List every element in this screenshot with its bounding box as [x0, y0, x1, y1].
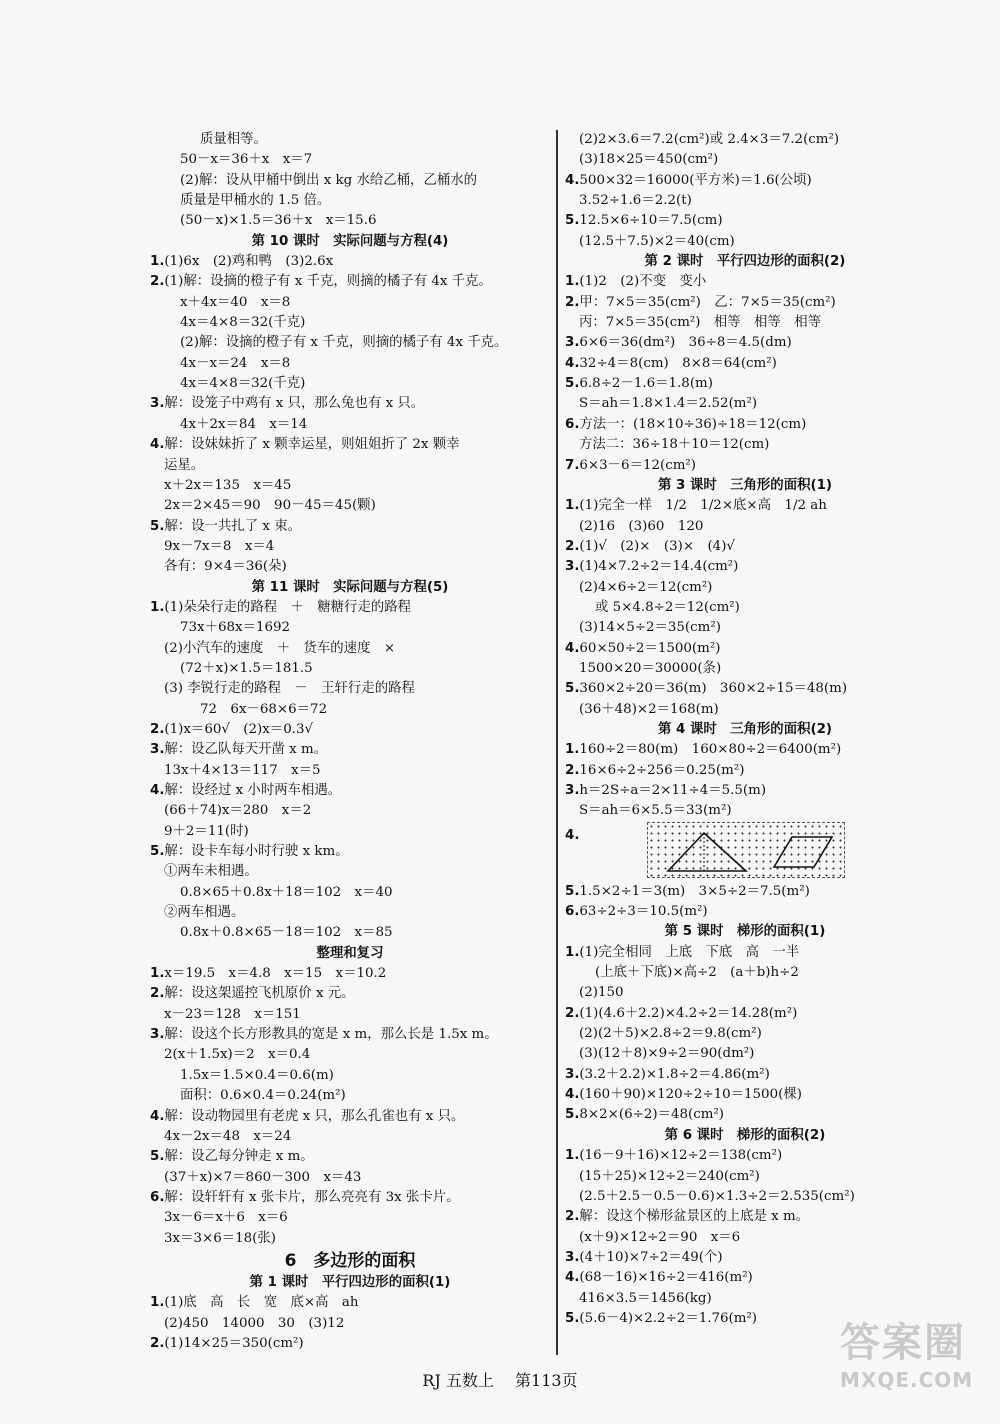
lesson-heading: 第 6 课时 梯形的面积(2) [664, 1127, 826, 1143]
answer-text: (68－16)×16÷2＝416(m²) [579, 1270, 753, 1286]
answer-text: 解：设乙队每天开凿 x m。 [164, 742, 328, 758]
answer-item [565, 333, 925, 353]
answer-text: 1.5×2÷1＝3(m) 3×5÷2＝7.5(m²) [579, 883, 810, 899]
answer-text: 3x＝3×6＝18(张) [164, 1230, 276, 1246]
answer-line [150, 333, 550, 353]
answer-item [150, 1334, 550, 1354]
answer-text: (2)16 (3)60 120 [579, 518, 704, 534]
answer-text: 解：设一共扎了 x 束。 [164, 518, 301, 534]
answer-text: (1)(4.6＋2.2)×4.2÷2＝14.28(m²) [579, 1005, 798, 1021]
answer-text: 1500×20＝30000(条) [579, 660, 722, 676]
answer-text: 0.8x＋0.8×65－18＝102 x＝85 [180, 925, 393, 941]
answer-text: (3.2＋2.2)×1.8÷2＝4.86(m²) [579, 1066, 770, 1082]
answer-text: 甲：7×5＝35(cm²) 乙：7×5＝35(cm²) [579, 294, 836, 310]
item-number: 5. [150, 1149, 165, 1165]
answer-line [565, 700, 925, 720]
item-number: 6. [565, 904, 580, 920]
item-number: 4. [565, 1087, 580, 1103]
item-number: 4. [565, 355, 580, 371]
answer-line [150, 862, 550, 882]
answer-line [150, 1168, 550, 1188]
unit-title: 6 多边形的面积 [284, 1250, 416, 1271]
answer-text: (16－9＋16)×12÷2＝138(cm²) [579, 1148, 783, 1164]
answer-text: (12.5＋7.5)×2＝40(cm) [579, 233, 735, 249]
answer-text: 或 5×4.8÷2＝12(cm²) [595, 599, 740, 615]
lesson-heading: 第 10 课时 实际问题与方程(4) [251, 233, 449, 249]
answer-item [150, 1188, 550, 1208]
answer-item [565, 415, 925, 435]
answer-text: 4x＝4×8＝32(千克) [180, 376, 306, 392]
answer-text: (37＋x)×7＝860－300 x＝43 [164, 1169, 362, 1185]
answer-text: 60×50÷2＝1500(m²) [579, 640, 721, 656]
answer-text: 0.8×65＋0.8x＋18＝102 x＝40 [180, 884, 393, 900]
answer-text: (72＋x)×1.5＝181.5 [180, 660, 313, 676]
answer-item [565, 293, 925, 313]
answer-item [150, 435, 550, 455]
lesson-heading: 第 1 课时 平行四边形的面积(1) [249, 1274, 451, 1290]
answer-text: 416×3.5＝1456(kg) [579, 1290, 712, 1306]
answer-item [150, 720, 550, 740]
answer-item [565, 740, 925, 760]
answer-item [150, 1293, 550, 1313]
dotted-grid-figure [647, 822, 845, 878]
answer-text: 质量相等。 [200, 132, 267, 147]
answer-item [565, 557, 925, 577]
answer-line [150, 659, 550, 679]
answer-text: 1.5x＝1.5×0.4＝0.6(m) [180, 1067, 334, 1083]
item-number: 1. [565, 498, 580, 514]
answer-item [150, 394, 550, 414]
answer-line [150, 211, 550, 231]
answer-text: (160＋90)×120÷2÷10＝1500(棵) [579, 1087, 802, 1103]
answer-text: 解：设这架遥控飞机原价 x 元。 [164, 986, 355, 1002]
answer-line [150, 923, 550, 943]
answer-line [565, 578, 925, 598]
answer-item [565, 496, 925, 516]
answer-text: 8×2×(6÷2)＝48(cm²) [579, 1107, 725, 1123]
item-number: 6. [150, 1189, 165, 1205]
answer-line [565, 801, 925, 821]
column-divider [556, 130, 558, 1355]
answer-text: 面积：0.6×0.4＝0.24(m²) [180, 1088, 346, 1104]
answer-line [565, 130, 925, 150]
item-number: 3. [150, 1027, 165, 1043]
item-number: 2. [565, 1005, 580, 1021]
item-number: 2. [565, 1209, 580, 1225]
answer-text: (1)解：设摘的橙子有 x 千克，则摘的橘子有 4x 千克。 [164, 274, 492, 290]
answer-line [150, 1066, 550, 1086]
answer-text: 运星。 [164, 457, 205, 473]
answer-text: 72 6x－68×6＝72 [200, 701, 328, 717]
answer-line [565, 1187, 925, 1207]
answer-line [565, 394, 925, 414]
answer-line [150, 191, 550, 211]
answer-line [565, 517, 925, 537]
item-number: 5. [565, 1310, 580, 1326]
lesson-heading: 整理和复习 [316, 945, 384, 961]
answer-text: h＝2S÷a＝2×11÷4＝5.5(m) [579, 783, 767, 798]
answer-text: ②两车相遇。 [164, 905, 245, 921]
answer-line [150, 1208, 550, 1228]
item-number: 5. [565, 681, 580, 697]
answer-item [565, 211, 925, 231]
answer-line [565, 1228, 925, 1248]
item-number: 4. [565, 827, 580, 843]
answer-text: 9x－7x＝8 x＝4 [164, 538, 275, 554]
answer-line [150, 313, 550, 333]
answer-text: 解：设笼子中鸡有 x 只，那么兔也有 x 只。 [164, 396, 425, 412]
answer-text: (3)(12＋8)×9÷2＝90(dm²) [579, 1046, 755, 1062]
item-number: 4. [150, 437, 165, 453]
answer-text: 解：设经过 x 小时两车相遇。 [164, 783, 342, 798]
answer-line [565, 435, 925, 455]
lesson-heading: 第 3 课时 三角形的面积(1) [657, 477, 833, 493]
answer-item [150, 984, 550, 1004]
answer-item [150, 740, 550, 760]
answer-text: (3) 李锐行走的路程 － 王轩行走的路程 [164, 681, 415, 697]
answer-text: (2)解：设摘的橙子有 x 千克，则摘的橘子有 4x 千克。 [180, 335, 508, 351]
answer-item [565, 537, 925, 557]
item-number: 7. [565, 457, 580, 473]
answer-text: 方法二：36÷18＋10＝12(cm) [579, 437, 770, 453]
answer-text: (1)6x (2)鸡和鸭 (3)2.6x [164, 254, 334, 270]
answer-item [565, 1105, 925, 1125]
answer-text: (66＋74)x＝280 x＝2 [164, 803, 312, 819]
right-column [565, 130, 925, 1329]
answer-line [565, 1024, 925, 1044]
figure-row [565, 822, 925, 882]
answer-text: (2)(2＋5)×2.8÷2＝9.8(cm²) [579, 1026, 762, 1042]
answer-item [565, 943, 925, 963]
item-number: 5. [150, 518, 165, 534]
item-number: 3. [150, 396, 165, 412]
answer-item [150, 598, 550, 618]
item-number: 3. [565, 1249, 580, 1265]
answer-item [150, 781, 550, 801]
answer-text: (1)14×25＝350(cm²) [164, 1335, 304, 1351]
item-number: 5. [565, 213, 580, 229]
item-number: 3. [565, 1066, 580, 1082]
answer-item [150, 1107, 550, 1127]
answer-text: 丙：7×5＝35(cm²) 相等 相等 相等 [579, 315, 821, 331]
answer-text: x－23＝128 x＝151 [164, 1006, 301, 1022]
answer-item [565, 272, 925, 292]
item-number: 3. [565, 559, 580, 575]
answer-item [150, 517, 550, 537]
answer-item [565, 1085, 925, 1105]
lesson-heading: 第 2 课时 平行四边形的面积(2) [644, 254, 846, 270]
answer-text: (2)解：设从甲桶中倒出 x kg 水给乙桶，乙桶水的 [180, 172, 478, 188]
item-number: 5. [565, 376, 580, 392]
answer-text: (1)完全一样 1/2 1/2×底×高 1/2 ah [579, 498, 827, 514]
item-number: 1. [565, 742, 580, 758]
watermark [840, 1311, 974, 1406]
answer-text: 160÷2＝80(m) 160×80÷2＝6400(m²) [579, 742, 842, 758]
answer-line [565, 1289, 925, 1309]
answer-item [565, 781, 925, 801]
answer-line [565, 983, 925, 1003]
answer-text: (2.5＋2.5－0.5－0.6)×1.3÷2＝2.535(cm²) [579, 1188, 855, 1204]
answer-text: 6.8÷2－1.6＝1.8(m) [579, 376, 713, 392]
answer-item [565, 1207, 925, 1227]
item-number: 1. [150, 966, 165, 982]
answer-item [565, 1248, 925, 1268]
answer-line [565, 313, 925, 333]
item-number: 2. [150, 1335, 165, 1351]
answer-line [150, 130, 550, 150]
item-number: 3. [565, 783, 580, 798]
answer-line [150, 1086, 550, 1106]
lesson-heading: 第 4 课时 三角形的面积(2) [657, 721, 833, 737]
item-number: 1. [150, 254, 165, 270]
item-number: 5. [565, 883, 580, 899]
answer-text: 6×6＝36(dm²) 36÷8＝4.5(dm) [579, 335, 792, 351]
answer-item [565, 679, 925, 699]
watermark-line1: 答案圈 [840, 1320, 966, 1366]
answer-text: 3x－6＝x＋6 x＝6 [164, 1210, 288, 1226]
answer-text: (上底＋下底)×高÷2 (a＋b)h÷2 [595, 965, 799, 981]
answer-line [150, 496, 550, 516]
item-number: 1. [565, 274, 580, 290]
item-number: 2. [565, 538, 580, 554]
answer-line [150, 822, 550, 842]
answer-text: x＋2x＝135 x＝45 [164, 477, 292, 493]
answer-item [565, 1065, 925, 1085]
answer-text: (x＋9)×12÷2＝90 x＝6 [579, 1229, 741, 1245]
answer-text: 16×6÷2÷256＝0.25(m²) [579, 762, 745, 778]
answer-text: 6×3－6＝12(cm²) [579, 457, 697, 473]
answer-line [150, 476, 550, 496]
answer-line [150, 700, 550, 720]
answer-text: (2)150 [579, 985, 624, 1001]
answer-text: (2)2×3.6＝7.2(cm²)或 2.4×3＝7.2(cm²) [579, 132, 840, 147]
answer-line [150, 293, 550, 313]
answer-text: 73x＋68x＝1692 [180, 620, 291, 636]
answer-text: (3)18×25＝450(cm²) [579, 152, 719, 168]
answer-text: 500×32＝16000(平方米)＝1.6(公顷) [579, 172, 812, 188]
answer-item [565, 374, 925, 394]
answer-text: ①两车未相遇。 [164, 864, 258, 880]
left-column [150, 130, 550, 1354]
answer-line [565, 1044, 925, 1064]
answer-text: (3)14×5÷2＝35(cm²) [579, 620, 721, 636]
answer-item [150, 842, 550, 862]
answer-item [150, 1025, 550, 1045]
answer-text: (1)√ (2)× (3)× (4)√ [579, 538, 735, 554]
answer-text: (2)450 14000 30 (3)12 [164, 1315, 345, 1331]
answer-text: 4x＋2x＝84 x＝14 [180, 416, 308, 432]
answer-text: 解：设轩轩有 x 张卡片，那么亮亮有 3x 张卡片。 [164, 1189, 460, 1205]
answer-line [150, 171, 550, 191]
answer-text: 解：设这个长方形教具的宽是 x m，那么长是 1.5x m。 [164, 1027, 498, 1043]
item-number: 1. [150, 599, 165, 615]
answer-line [565, 1167, 925, 1187]
answer-text: (36＋48)×2＝168(m) [579, 701, 719, 717]
answer-line [150, 1127, 550, 1147]
answer-text: (1)完全相同 上底 下底 高 一半 [579, 944, 800, 960]
answer-line [150, 150, 550, 170]
answer-text: 2(x＋1.5x)＝2 x＝0.4 [164, 1047, 311, 1063]
answer-item [565, 456, 925, 476]
answer-item [150, 1147, 550, 1167]
triangle-shape [668, 833, 746, 871]
item-number: 1. [150, 1295, 165, 1311]
answer-text: S＝ah＝1.8×1.4＝2.52(m²) [579, 396, 758, 412]
answer-line [150, 1005, 550, 1025]
item-number: 2. [150, 274, 165, 290]
answer-line [150, 883, 550, 903]
answer-text: 360×2÷20＝36(m) 360×2÷15＝48(m) [579, 681, 848, 697]
answer-line [150, 354, 550, 374]
item-number: 4. [565, 1270, 580, 1286]
answer-text: 各有：9×4＝36(朵) [164, 559, 287, 575]
answer-text: (2)4×6÷2＝12(cm²) [579, 579, 713, 595]
answer-line [150, 679, 550, 699]
answer-text: 解：设动物园里有老虎 x 只，那么孔雀也有 x 只。 [164, 1108, 465, 1124]
watermark-line2: MXQE.COM [840, 1368, 974, 1392]
item-number: 4. [565, 172, 580, 188]
answer-text: 方法一：(18×10÷36)÷18＝12(cm) [579, 416, 807, 432]
parallelogram-shape [774, 837, 832, 867]
answer-text: 解：设卡车每小时行驶 x km。 [164, 844, 349, 860]
item-number: 2. [565, 294, 580, 310]
answer-text: 3.52÷1.6＝2.2(t) [579, 193, 692, 209]
answer-line [565, 598, 925, 618]
answer-text: (50－x)×1.5＝36＋x x＝15.6 [180, 213, 377, 229]
answer-line [150, 801, 550, 821]
answer-item [565, 882, 925, 902]
answer-line [150, 1314, 550, 1334]
answer-text: (1)4×7.2÷2＝14.4(cm²) [579, 559, 739, 575]
answer-text: x＝19.5 x＝4.8 x＝15 x＝10.2 [164, 966, 387, 982]
item-number: 4. [150, 783, 165, 798]
answer-text: (2)小汽车的速度 ＋ 货车的速度 × [164, 640, 396, 656]
answer-text: (5.6－4)×2.2÷2＝1.76(m²) [579, 1310, 758, 1326]
answer-text: 50－x＝36＋x x＝7 [180, 152, 313, 168]
answer-item [565, 1268, 925, 1288]
answer-item [565, 171, 925, 191]
item-number: 2. [150, 721, 165, 737]
answer-text: (4＋10)×7÷2＝49(个) [579, 1249, 723, 1265]
answer-text: 4x－2x＝48 x＝24 [164, 1128, 292, 1144]
item-number: 2. [565, 762, 580, 778]
answer-line [565, 150, 925, 170]
answer-item [150, 964, 550, 984]
answer-line [150, 415, 550, 435]
answer-line [565, 963, 925, 983]
answer-text: 4x－x＝24 x＝8 [180, 355, 291, 371]
answer-item [150, 272, 550, 292]
answer-text: (1)底 高 长 宽 底×高 ah [164, 1295, 359, 1311]
answer-text: 12.5×6÷10＝7.5(cm) [579, 213, 723, 229]
answer-text: (1)朵朵行走的路程 ＋ 糖糖行走的路程 [164, 599, 412, 615]
answer-text: (1)x＝60√ (2)x＝0.3√ [164, 721, 314, 737]
answer-text: (15＋25)×12÷2＝240(cm²) [579, 1168, 760, 1184]
answer-text: 质量是甲桶水的 1.5 倍。 [180, 193, 331, 209]
answer-text: 2x＝2×45＝90 90－45＝45(颗) [164, 498, 376, 514]
page-footer: RJ 五数上 第113页 [422, 1371, 578, 1390]
answer-line [150, 557, 550, 577]
lesson-heading: 第 11 课时 实际问题与方程(5) [251, 579, 449, 595]
answer-text: x＋4x＝40 x＝8 [180, 294, 291, 310]
answer-text: 32÷4＝8(cm) 8×8＝64(cm²) [579, 355, 777, 371]
answer-line [150, 1229, 550, 1249]
answer-item [565, 1004, 925, 1024]
answer-line [565, 618, 925, 638]
answer-text: 解：设妹妹折了 x 颗幸运星，则姐姐折了 2x 颗幸 [164, 437, 460, 453]
answer-text: (1)2 (2)不变 变小 [579, 274, 707, 290]
answer-item [150, 252, 550, 272]
answer-text: 9＋2＝11(时) [164, 823, 249, 839]
answer-line [150, 903, 550, 923]
answer-item [565, 1146, 925, 1166]
answer-line [565, 232, 925, 252]
item-number: 1. [565, 944, 580, 960]
answer-text: 13x＋4×13＝117 x＝5 [164, 762, 321, 778]
item-number: 6. [565, 416, 580, 432]
answer-line [150, 456, 550, 476]
answer-text: 4x＝4×8＝32(千克) [180, 315, 306, 331]
item-number: 3. [565, 335, 580, 351]
answer-line [150, 1045, 550, 1065]
item-number: 5. [565, 1107, 580, 1123]
answer-line [150, 374, 550, 394]
item-number: 4. [565, 640, 580, 656]
item-number: 3. [150, 742, 165, 758]
answer-line [565, 191, 925, 211]
answer-line [150, 618, 550, 638]
item-number: 4. [150, 1108, 165, 1124]
answer-item [565, 761, 925, 781]
answer-item [565, 902, 925, 922]
item-number: 2. [150, 986, 165, 1002]
answer-text: 解：设乙每分钟走 x m。 [164, 1149, 314, 1165]
answer-text: 解：设这个梯形盆景区的上底是 x m。 [579, 1209, 810, 1225]
answer-item [565, 639, 925, 659]
lesson-heading: 第 5 课时 梯形的面积(1) [664, 924, 826, 940]
answer-line [150, 537, 550, 557]
answer-text: S＝ah＝6×5.5＝33(m²) [579, 803, 732, 819]
answer-line [150, 639, 550, 659]
item-number: 1. [565, 1148, 580, 1164]
item-number: 5. [150, 844, 165, 860]
answer-item [565, 354, 925, 374]
answer-line [565, 659, 925, 679]
answer-line [150, 761, 550, 781]
answer-text: 63÷2÷3＝10.5(m²) [579, 904, 708, 920]
